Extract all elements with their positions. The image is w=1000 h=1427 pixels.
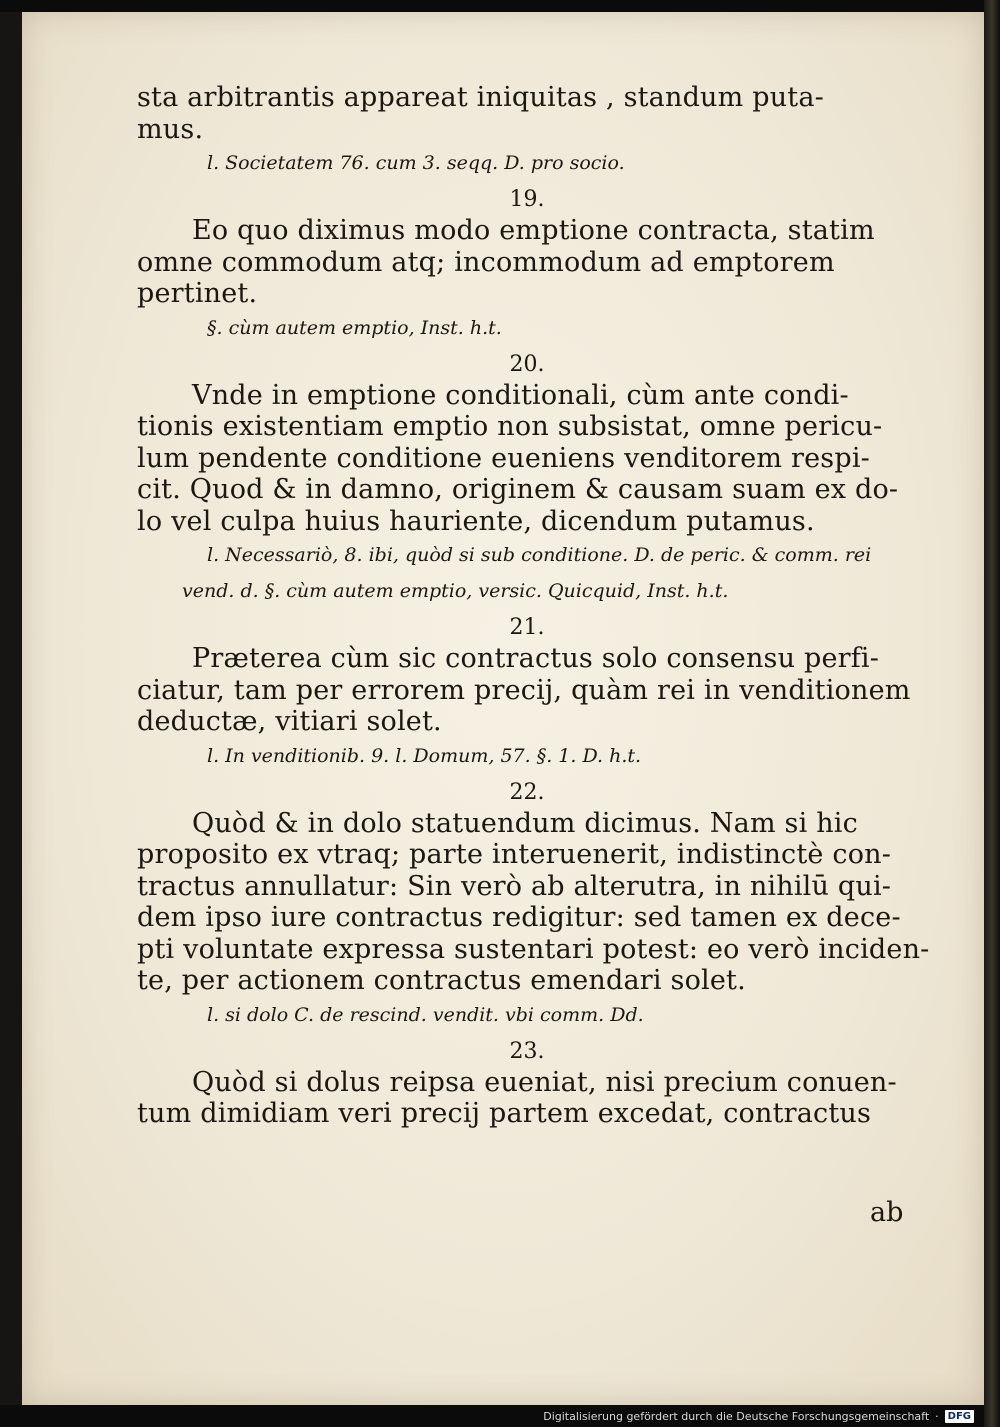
section-number: 19. <box>509 187 545 212</box>
text-line: tractus annullatur: Sin verò ab alterutra, in nihilū qui- <box>137 870 892 902</box>
text-line: te, per actionem contractus emendari solet. <box>137 965 746 996</box>
text-line: lum pendente conditione eueniens venditorem respi- <box>137 442 870 474</box>
citation-line: l. In venditionib. 9. l. Domum, 57. §. 1. D. h.t. <box>207 744 642 767</box>
citation-line: §. cùm autem emptio, Inst. h.t. <box>207 316 502 339</box>
citation-line: l. si dolo C. de rescind. vendit. vbi comm. Dd. <box>207 1003 644 1026</box>
text-line: proposito ex vtraq; parte interuenerit, indistinctè con- <box>137 839 892 870</box>
citation-line: l. Necessariò, 8. ibi, quòd si sub conditione. D. de peric. & comm. rei <box>207 544 872 566</box>
section-number: 20. <box>509 351 545 377</box>
book-page <box>22 12 984 1405</box>
paragraph <box>137 82 917 145</box>
text-line: pti voluntate expressa sustentari potest: eo verò inciden- <box>137 933 930 965</box>
section-number: 22. <box>509 779 545 805</box>
dfg-logo: DFG <box>945 1410 974 1423</box>
text-line: Eo quo diximus modo emptione contracta, statim <box>192 215 875 246</box>
text-line: ciatur, tam per errorem precij, quàm rei in venditionem <box>137 674 911 706</box>
paragraph <box>137 807 930 997</box>
paragraph <box>137 380 917 538</box>
text-line: pertinet. <box>137 278 258 309</box>
paragraph <box>137 215 917 310</box>
paragraph <box>137 1067 917 1130</box>
text-line: lo vel culpa huius hauriente, dicendum putamus. <box>137 505 815 537</box>
text-line: Vnde in emptione conditionali, cùm ante condi- <box>192 379 849 411</box>
section-number: 23. <box>509 1038 545 1064</box>
paragraph <box>137 643 917 738</box>
text-line: deductæ, vitiari solet. <box>137 706 442 737</box>
text-line: Præterea cùm sic contractus solo consensu perfi- <box>192 643 880 674</box>
citation-line: l. Societatem 76. cum 3. seqq. D. pro socio. <box>207 152 625 174</box>
section-number: 21. <box>509 615 545 640</box>
text-line: tum dimidiam veri precij partem excedat, contractus <box>137 1098 872 1129</box>
book-spine-edge <box>984 0 1000 1427</box>
text-line: cit. Quod & in damno, originem & causam suam ex do- <box>137 474 899 505</box>
text-line: sta arbitrantis appareat iniquitas , standum puta- <box>137 82 824 113</box>
text-line: tionis existentiam emptio non subsistat, omne pericu- <box>137 411 883 442</box>
left-scan-edge <box>0 12 22 1405</box>
page-text-block <box>137 82 930 1134</box>
footer-text: Digitalisierung gefördert durch die Deutsche Forschungsgemeinschaft <box>543 1409 930 1423</box>
text-line: Quòd & in dolo statuendum dicimus. Nam si hic <box>192 807 858 839</box>
citation-line: vend. d. §. cùm autem emptio, versic. Quicquid, Inst. h.t. <box>182 580 729 602</box>
text-line: Quòd si dolus reipsa eueniat, nisi precium conuen- <box>192 1066 897 1098</box>
text-line: dem ipso iure contractus redigitur: sed tamen ex dece- <box>137 902 901 933</box>
catchword: ab <box>870 1197 904 1228</box>
text-line: mus. <box>137 113 204 145</box>
digitization-footer: Digitalisierung gefördert durch die Deutsche Forschungsgemeinschaft · DFG <box>0 1405 984 1427</box>
text-line: omne commodum atq; incommodum ad emptorem <box>137 246 835 278</box>
